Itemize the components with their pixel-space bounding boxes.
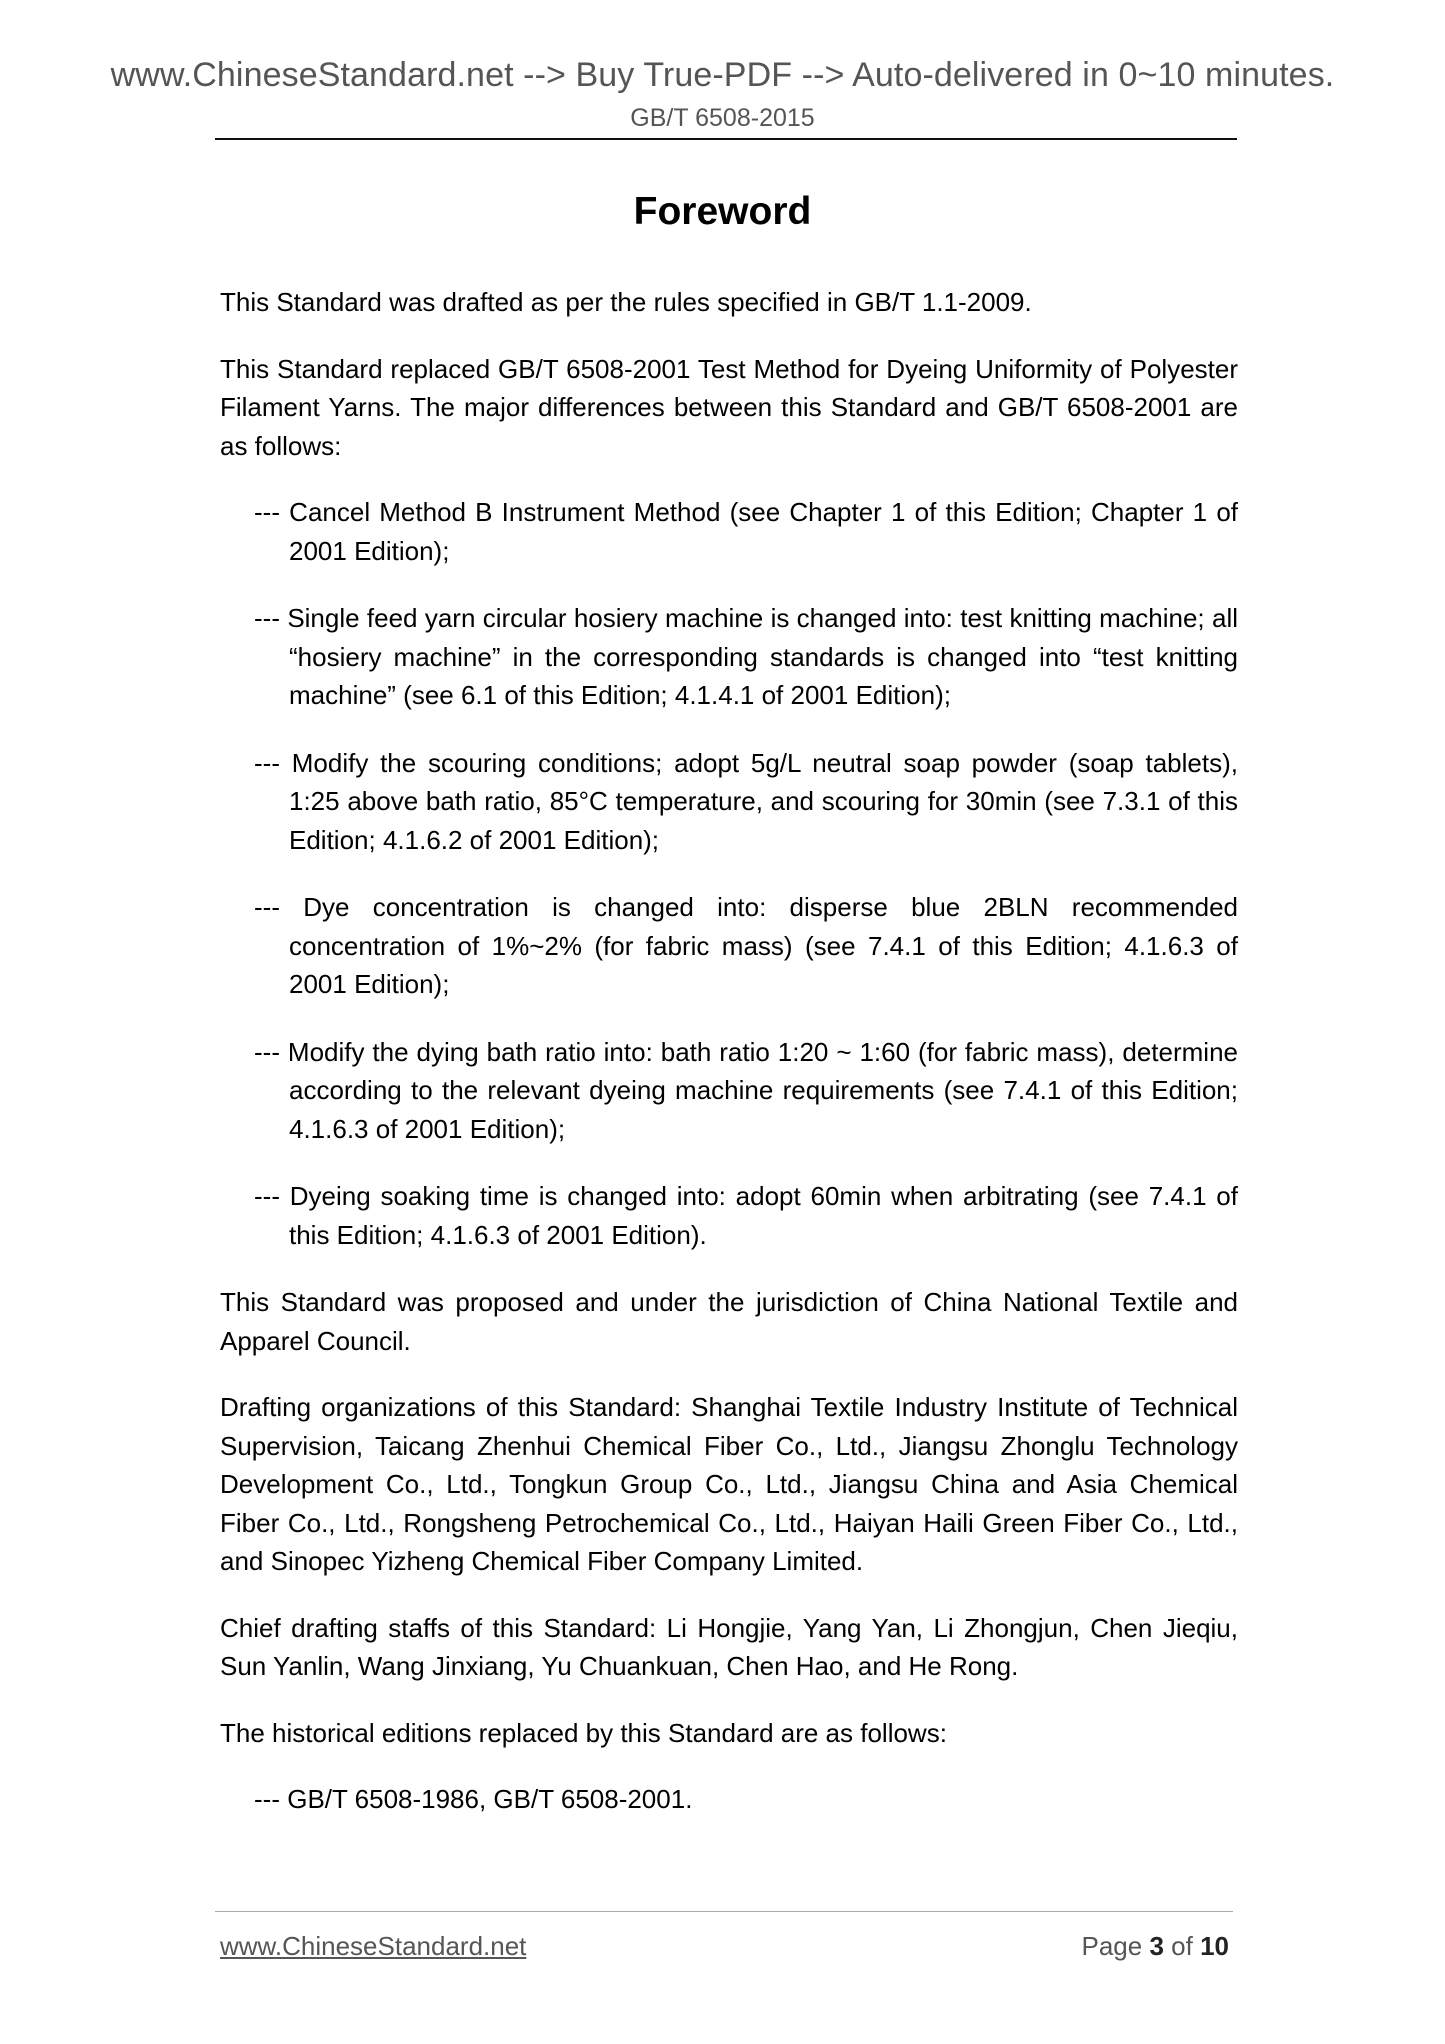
list-item <box>254 744 1238 860</box>
list-item-text: Single feed yarn circular hosiery machine is changed into: test knitting machine; all “hosiery machine” in the corresponding standards is changed into “test knitting machine” (see 6.1 of this Edition; 4.1.4.1 of 2001 Edition); <box>287 603 1238 710</box>
header-divider <box>215 138 1237 140</box>
page-title: Foreword <box>633 190 812 233</box>
total-pages: 10 <box>1200 1931 1229 1961</box>
list-item-text: Modify the dying bath ratio into: bath ratio 1:20 ~ 1:60 (for fabric mass), determine according to the relevant dyeing machine requirements (see 7.4.1 of this Edition; 4.1.6.3 of 2001 Edition); <box>287 1036 1238 1144</box>
list-item <box>254 599 1238 715</box>
paragraph-drafting-organizations: Drafting organizations of this Standard: Shanghai Textile Industry Institute of Technical Supervision, Taicang Zhenhui Chemical Fiber Co., Ltd., Jiangsu Zhonglu Technology Development Co., Ltd., Tongkun Group Co., Ltd., Jiangsu China and Asia Chemical Fiber Co., Ltd., Rongsheng Petrochemical Co., Ltd., Haiyan Haili Green Fiber Co., Ltd., and Sinopec Yizheng Chemical Fiber Company Limited. <box>220 1392 1238 1576</box>
dash-marker: --- <box>254 747 280 778</box>
list-item <box>254 493 1238 570</box>
list-item <box>254 1177 1238 1254</box>
paragraph-jurisdiction: This Standard was proposed and under the jurisdiction of China National Textile and Apparel Council. <box>220 1287 1238 1356</box>
list-item-text: Cancel Method B Instrument Method (see Chapter 1 of this Edition; Chapter 1 of 2001 Edition); <box>289 497 1238 566</box>
dash-marker: --- <box>254 892 280 922</box>
dash-marker: --- <box>254 603 280 633</box>
dash-marker: --- <box>254 1784 280 1814</box>
top-banner: www.ChineseStandard.net --> Buy True-PDF --> Auto-delivered in 0~10 minutes. <box>110 56 1335 94</box>
list-item-text: GB/T 6508-1986, GB/T 6508-2001. <box>287 1784 693 1814</box>
list-item <box>254 1033 1238 1149</box>
footer-divider <box>215 1911 1233 1912</box>
dash-marker: --- <box>254 1036 280 1067</box>
list-item <box>254 888 1238 1004</box>
paragraph-drafting-staff: Chief drafting staffs of this Standard: Li Hongjie, Yang Yan, Li Zhongjun, Chen Jieqiu, Sun Yanlin, Wang Jinxiang, Yu Chuankuan, Chen Hao, and He Rong. <box>220 1612 1238 1681</box>
dash-marker: --- <box>254 1181 280 1211</box>
paragraph-historical-editions: The historical editions replaced by this Standard are as follows: <box>220 1717 947 1748</box>
list-item-text: Dyeing soaking time is changed into: adopt 60min when arbitrating (see 7.4.1 of this Edition; 4.1.6.3 of 2001 Edition). <box>289 1181 1238 1250</box>
current-page: 3 <box>1149 1931 1164 1961</box>
document-body <box>220 283 1238 1848</box>
page-number <box>1081 1931 1229 1962</box>
list-item <box>254 1780 1238 1819</box>
paragraph-replacement: This Standard replaced GB/T 6508-2001 Test Method for Dyeing Uniformity of Polyester Filament Yarns. The major differences between this Standard and GB/T 6508-2001 are as follows: <box>220 353 1238 461</box>
standard-code: GB/T 6508-2015 <box>630 104 815 132</box>
list-item-text: Modify the scouring conditions; adopt 5g/L neutral soap powder (soap tablets), 1:25 above bath ratio, 85°C temperature, and scouring for 30min (see 7.3.1 of this Edition; 4.1.6.2 of 2001 Edition); <box>289 747 1238 855</box>
page-word: Page <box>1081 1931 1143 1961</box>
page-of: of <box>1171 1931 1193 1961</box>
footer-website-link[interactable]: www.ChineseStandard.net <box>220 1931 527 1961</box>
list-item-text: Dye concentration is changed into: disperse blue 2BLN recommended concentration of 1%~2% (for fabric mass) (see 7.4.1 of this Edition; 4.1.6.3 of 2001 Edition); <box>289 892 1238 999</box>
dash-marker: --- <box>254 497 280 527</box>
paragraph-drafting-rules: This Standard was drafted as per the rules specified in GB/T 1.1-2009. <box>220 287 1032 317</box>
